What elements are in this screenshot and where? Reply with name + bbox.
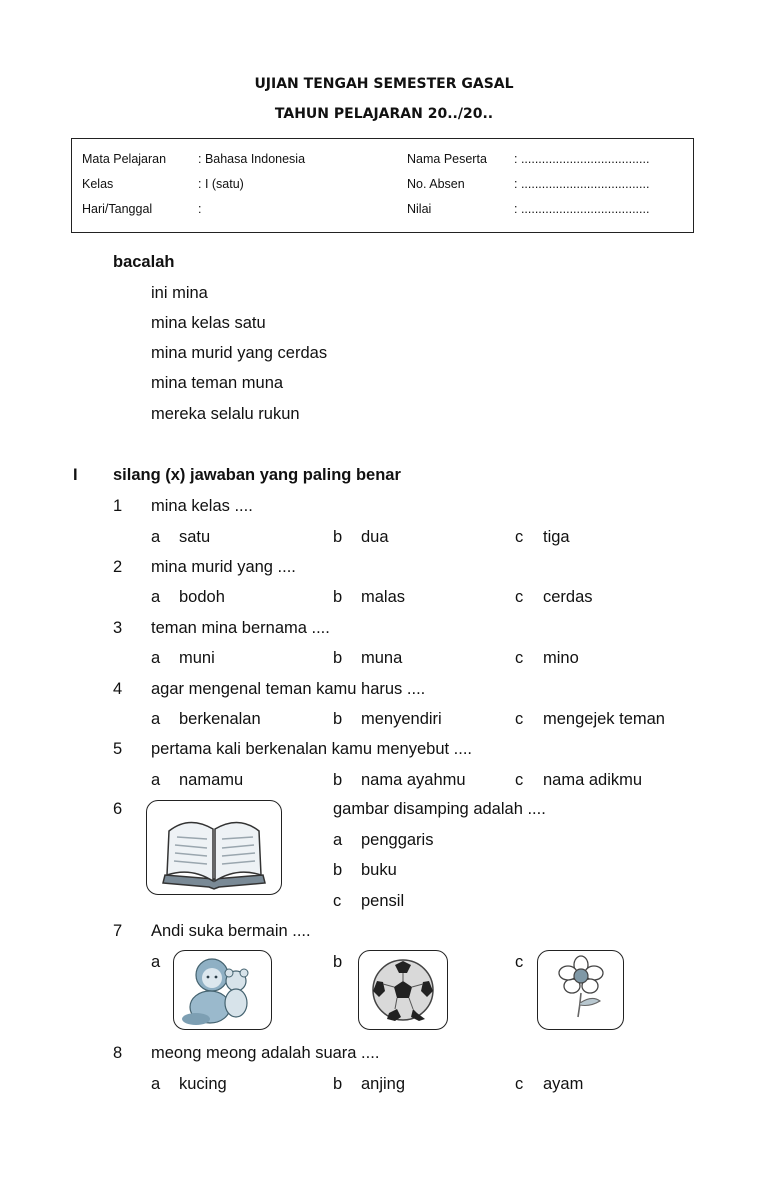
option-key: a bbox=[151, 649, 161, 667]
flower-icon[interactable] bbox=[537, 950, 624, 1030]
option-key: a bbox=[151, 771, 161, 789]
option-key: c bbox=[515, 710, 524, 728]
option-key: c bbox=[333, 892, 342, 910]
participant-name-label: Nama Peserta bbox=[407, 152, 487, 166]
reading-line: ini mina bbox=[151, 284, 208, 302]
question-number: 2 bbox=[113, 558, 123, 576]
reading-line: mina murid yang cerdas bbox=[151, 344, 328, 362]
option-key: c bbox=[515, 953, 524, 971]
exam-title: UJIAN TENGAH SEMESTER GASAL bbox=[254, 76, 514, 92]
option-key: b bbox=[333, 953, 343, 971]
question-number: 8 bbox=[113, 1044, 123, 1062]
open-book-icon bbox=[146, 800, 282, 895]
option-key: c bbox=[515, 771, 524, 789]
soccer-ball-icon[interactable] bbox=[358, 950, 448, 1030]
date-value: : bbox=[198, 202, 202, 216]
absence-number-label: No. Absen bbox=[407, 177, 465, 191]
option-text[interactable]: muni bbox=[179, 649, 215, 667]
option-key: a bbox=[333, 831, 343, 849]
option-text[interactable]: tiga bbox=[543, 528, 570, 546]
score-label: Nilai bbox=[407, 202, 432, 216]
option-text[interactable]: pensil bbox=[361, 892, 405, 910]
reading-line: mina kelas satu bbox=[151, 314, 266, 332]
subject-value: : Bahasa Indonesia bbox=[198, 152, 306, 166]
absence-number-field[interactable]: : ..................................... bbox=[514, 177, 650, 191]
option-key: b bbox=[333, 528, 343, 546]
option-text[interactable]: namamu bbox=[179, 771, 244, 789]
option-text[interactable]: buku bbox=[361, 861, 397, 879]
option-text[interactable]: dua bbox=[361, 528, 389, 546]
participant-name-field[interactable]: : ..................................... bbox=[514, 152, 650, 166]
option-key: b bbox=[333, 771, 343, 789]
class-value: : I (satu) bbox=[198, 177, 244, 191]
option-key: b bbox=[333, 649, 343, 667]
date-label: Hari/Tanggal bbox=[82, 202, 153, 216]
option-text[interactable]: bodoh bbox=[179, 588, 225, 606]
question-text: gambar disamping adalah .... bbox=[333, 800, 546, 818]
reading-heading: bacalah bbox=[113, 253, 175, 271]
option-key: a bbox=[151, 710, 161, 728]
option-key: b bbox=[333, 710, 343, 728]
option-text[interactable]: menyendiri bbox=[361, 710, 442, 728]
question-text: mina murid yang .... bbox=[151, 558, 296, 576]
option-text[interactable]: mino bbox=[543, 649, 579, 667]
option-key: a bbox=[151, 953, 161, 971]
question-text: teman mina bernama .... bbox=[151, 619, 330, 637]
question-number: 4 bbox=[113, 680, 123, 698]
reading-line: mereka selalu rukun bbox=[151, 405, 300, 423]
option-key: c bbox=[515, 1075, 524, 1093]
option-key: b bbox=[333, 1075, 343, 1093]
option-key: a bbox=[151, 588, 161, 606]
question-number: 5 bbox=[113, 740, 123, 758]
option-text[interactable]: malas bbox=[361, 588, 406, 606]
option-text[interactable]: berkenalan bbox=[179, 710, 261, 728]
option-text[interactable]: satu bbox=[179, 528, 211, 546]
option-key: c bbox=[515, 588, 524, 606]
question-number: 7 bbox=[113, 922, 123, 940]
question-number: 3 bbox=[113, 619, 123, 637]
option-key: b bbox=[333, 588, 343, 606]
class-label: Kelas bbox=[82, 177, 114, 191]
exam-subtitle: TAHUN PELAJARAN 20../20.. bbox=[274, 106, 494, 122]
reading-line: mina teman muna bbox=[151, 374, 284, 392]
option-text[interactable]: nama adikmu bbox=[543, 771, 643, 789]
option-text[interactable]: muna bbox=[361, 649, 403, 667]
section-instruction: silang (x) jawaban yang paling benar bbox=[113, 466, 401, 484]
subject-label: Mata Pelajaran bbox=[82, 152, 167, 166]
option-text[interactable]: mengejek teman bbox=[543, 710, 665, 728]
option-text[interactable]: anjing bbox=[361, 1075, 406, 1093]
option-text[interactable]: ayam bbox=[543, 1075, 584, 1093]
score-field[interactable]: : ..................................... bbox=[514, 202, 650, 216]
question-text: pertama kali berkenalan kamu menyebut .... bbox=[151, 740, 473, 758]
question-number: 6 bbox=[113, 800, 123, 818]
option-key: c bbox=[515, 649, 524, 667]
option-text[interactable]: cerdas bbox=[543, 588, 593, 606]
option-key: a bbox=[151, 528, 161, 546]
child-with-teddy-bear-icon[interactable] bbox=[173, 950, 272, 1030]
option-key: a bbox=[151, 1075, 161, 1093]
question-text: mina kelas .... bbox=[151, 497, 253, 515]
option-text[interactable]: penggaris bbox=[361, 831, 434, 849]
question-text: meong meong adalah suara .... bbox=[151, 1044, 380, 1062]
question-text: Andi suka bermain .... bbox=[151, 922, 311, 940]
option-text[interactable]: kucing bbox=[179, 1075, 227, 1093]
option-key: b bbox=[333, 861, 343, 879]
question-number: 1 bbox=[113, 497, 123, 515]
option-key: c bbox=[515, 528, 524, 546]
question-text: agar mengenal teman kamu harus .... bbox=[151, 680, 426, 698]
option-text[interactable]: nama ayahmu bbox=[361, 771, 466, 789]
section-numeral: I bbox=[73, 466, 78, 484]
